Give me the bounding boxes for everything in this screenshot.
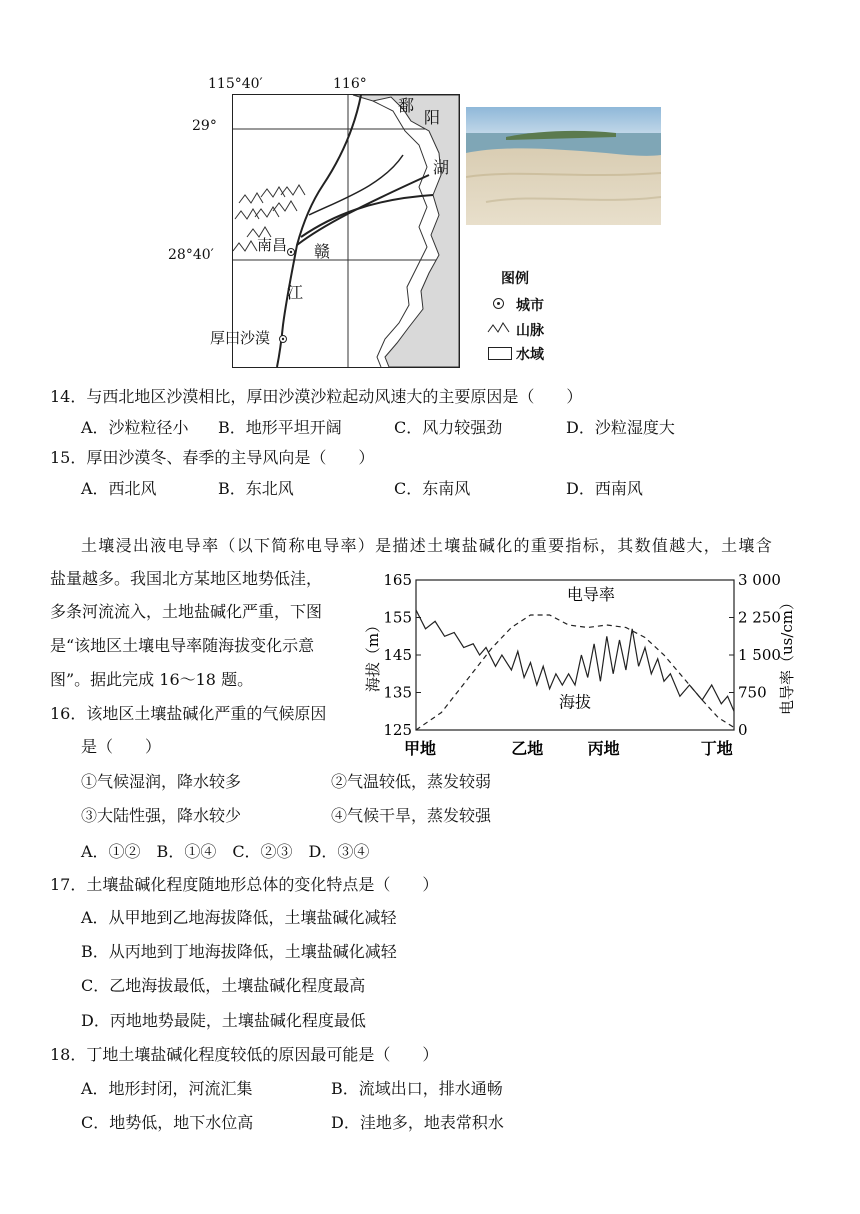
q15-option-d: D．西南风 (566, 479, 643, 498)
q17-stem: 17．土壤盐碱化程度随地形总体的变化特点是（ ） (50, 875, 439, 894)
q14-option-c: C．风力较强劲 (394, 418, 503, 437)
lat-label-bottom: 28°40′ (168, 247, 214, 263)
map-label-poyang-2: 阳 (424, 108, 441, 127)
y2-tick-label: 0 (738, 721, 748, 739)
q16-item-3: ③大陆性强，降水较少 (81, 806, 242, 825)
y-tick-label: 155 (383, 608, 412, 627)
x-category-label: 乙地 (511, 739, 544, 758)
passage-line-5: 图”。据此完成 16～18 题。 (50, 670, 254, 689)
q15-option-b: B．东北风 (218, 479, 294, 498)
y2-tick-label: 1 500 (738, 646, 781, 664)
legend-title: 图例 (501, 271, 529, 287)
y-tick-label: 145 (383, 646, 412, 664)
q16-options: A．①② B．①④ C．②③ D．③④ (81, 842, 370, 861)
map-label-poyang-3: 湖 (433, 158, 450, 177)
map-figure (232, 94, 460, 368)
series-label-conductivity: 电导率 (566, 585, 615, 604)
map-label-poyang-1: 鄱 (398, 96, 415, 115)
q17-option-c: C．乙地海拔最低，土壤盐碱化程度最高 (81, 976, 366, 995)
series-label-elevation: 海拔 (558, 692, 592, 712)
y2-tick-label: 3 000 (738, 571, 781, 589)
q14-option-d: D．沙粒湿度大 (566, 418, 675, 437)
q15-option-c: C．东南风 (394, 479, 471, 498)
desert-photo (466, 107, 661, 225)
q15-stem: 15．厚田沙漠冬、春季的主导风向是（ ） (50, 448, 375, 467)
conductivity-elevation-chart (360, 570, 800, 770)
q17-option-d: D．丙地地势最陡，土壤盐碱化程度最低 (81, 1011, 366, 1030)
q16-stem-1: 16．该地区土壤盐碱化严重的气候原因 (50, 704, 327, 723)
map-label-nanchang: 南昌 (257, 236, 288, 254)
y-tick-label: 125 (383, 721, 412, 739)
passage-line-1: 土壤浸出液电导率（以下简称电导率）是描述土壤盐碱化的重要指标，其数值越大，土壤含 (81, 536, 774, 555)
q18-option-c: C．地势低，地下水位高 (81, 1113, 254, 1132)
q14-option-a: A．沙粒粒径小 (81, 418, 189, 437)
y-tick-label: 135 (383, 683, 412, 702)
series-line-conductivity (416, 615, 734, 730)
q16-item-2: ②气温较低，蒸发较弱 (331, 772, 492, 791)
passage-line-4: 是“该地区土壤电导率随海拔变化示意 (50, 636, 315, 655)
x-category-label: 丁地 (700, 739, 733, 758)
legend-water-label: 水域 (516, 347, 544, 363)
q18-option-d: D．洼地多，地表常积水 (331, 1113, 504, 1132)
y2-tick-label: 750 (738, 683, 767, 702)
lon-label-right: 116° (333, 76, 367, 92)
q16-item-4: ④气候干旱，蒸发较强 (331, 806, 492, 825)
map-label-jiang: 江 (287, 283, 304, 302)
passage-line-3: 多条河流流入，土地盐碱化严重，下图 (50, 602, 323, 621)
q18-stem: 18．丁地土壤盐碱化程度较低的原因最可能是（ ） (50, 1045, 439, 1064)
q17-option-b: B．从丙地到丁地海拔降低，土壤盐碱化减轻 (81, 942, 397, 961)
map-label-gan: 赣 (314, 242, 331, 261)
q14-option-b: B．地形平坦开阔 (218, 418, 342, 437)
legend-water-icon (488, 347, 512, 360)
legend-city-label: 城市 (516, 298, 544, 314)
x-category-label: 丙地 (587, 739, 620, 758)
x-category-label: 甲地 (403, 739, 437, 758)
map-drawing (233, 95, 459, 367)
q17-option-a: A．从甲地到乙地海拔降低，土壤盐碱化减轻 (81, 908, 397, 927)
desert-photo-drawing (466, 107, 661, 225)
y-axis-title: 海拔（m） (364, 617, 382, 693)
lat-label-top: 29° (192, 118, 217, 134)
map-label-houtian: 厚田沙漠 (210, 329, 271, 347)
y2-tick-label: 2 250 (738, 608, 781, 627)
lon-label-left: 115°40′ (208, 76, 263, 92)
legend-mountain-icon (487, 320, 511, 334)
legend-city-icon (493, 298, 504, 309)
q18-option-a: A．地形封闭，河流汇集 (81, 1079, 253, 1098)
q14-stem: 14．与西北地区沙漠相比，厚田沙漠沙粒起动风速大的主要原因是（ ） (50, 387, 583, 406)
legend-mountain-label: 山脉 (516, 323, 544, 339)
passage-line-2: 盐量越多。我国北方某地区地势低洼， (50, 569, 323, 588)
q15-option-a: A．西北风 (81, 479, 157, 498)
q18-option-b: B．流域出口，排水通畅 (331, 1079, 503, 1098)
y2-axis-title: 电导率（us/cm） (778, 594, 796, 716)
y-tick-label: 165 (383, 571, 412, 589)
q16-stem-2: 是（ ） (81, 737, 162, 756)
q16-item-1: ①气候湿润，降水较多 (81, 772, 242, 791)
